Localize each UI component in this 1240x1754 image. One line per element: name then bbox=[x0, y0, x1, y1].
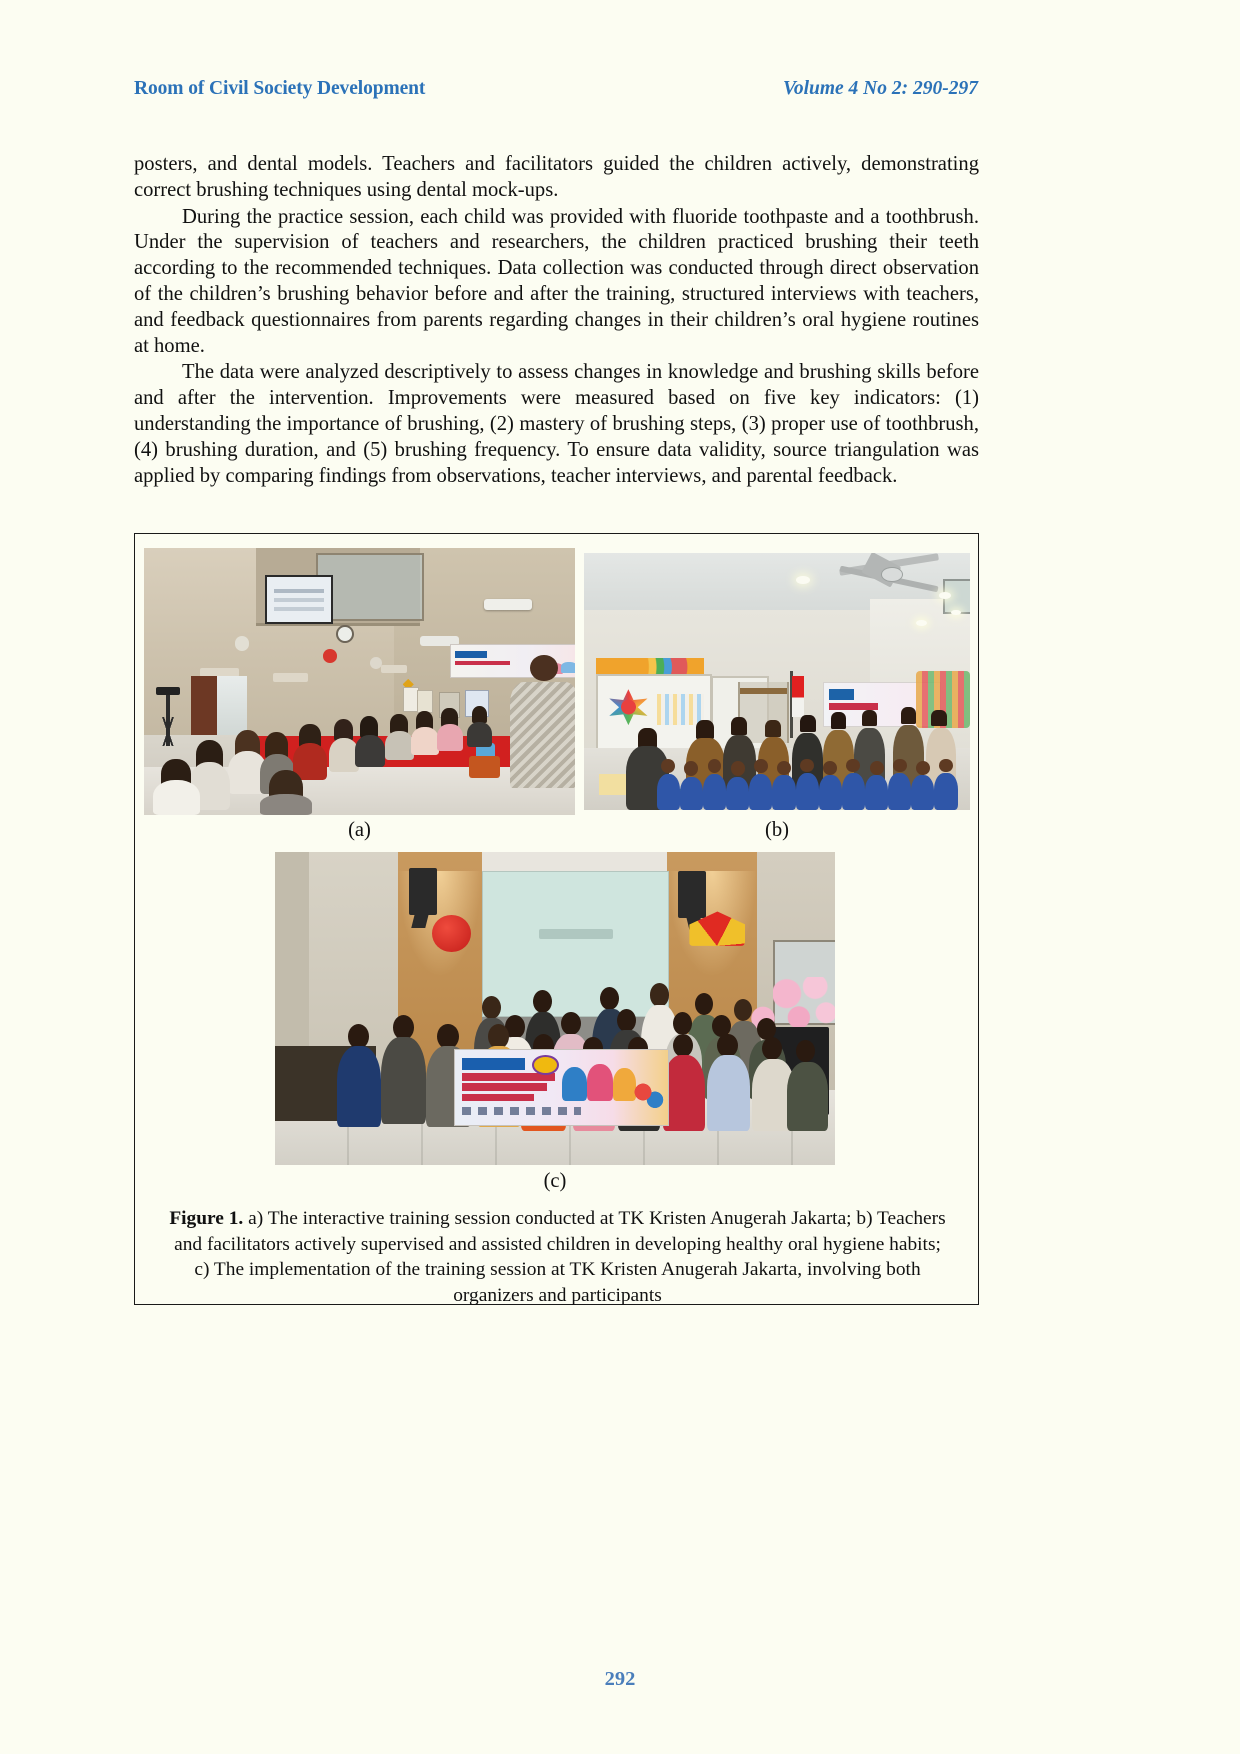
journal-title: Room of Civil Society Development bbox=[134, 78, 426, 99]
paragraph-1: posters, and dental models. Teachers and facilitators guided the children actively, demonstrating correct brushing techniques using dental mock-ups. bbox=[134, 153, 979, 201]
wall-clock-icon bbox=[336, 625, 354, 643]
red-lantern-icon bbox=[432, 915, 471, 953]
speaker-figure bbox=[510, 682, 575, 789]
running-head bbox=[134, 78, 978, 100]
figure-photo-a bbox=[144, 548, 575, 815]
figure-photo-c bbox=[275, 852, 835, 1165]
camera-tripod-icon bbox=[153, 687, 183, 746]
figure-sublabel-b: (b) bbox=[764, 819, 789, 841]
volume-issue-pages: Volume 4 No 2: 290-297 bbox=[783, 78, 978, 99]
paragraph-2: During the practice session, each child was provided with fluoride toothpaste and a toothbrush. Under the supervision of teachers and researchers, the children practiced brushing their teeth according to the recommended techniques. Data collection was conducted through direct observation of the children’s brushing behavior before and after the training, structured interviews with teachers, and feedback questionnaires from parents regarding changes in their children’s oral hygiene routines at home. bbox=[134, 205, 979, 357]
figure-caption-label: Figure 1. bbox=[169, 1208, 244, 1229]
paragraph-3: The data were analyzed descriptively to assess changes in knowledge and brushing skills before and after the intervention. Improvements were measured based on five key indicators: (1) understanding the importance of brushing, (2) mastery of brushing steps, (3) proper use of toothbrush, (4) brushing duration, and (5) brushing frequency. To ensure data validity, source triangulation was applied by comparing findings from observations, teacher interviews, and parental feedback. bbox=[134, 361, 979, 487]
ceiling-fan-icon bbox=[881, 567, 902, 582]
figure-1-box bbox=[134, 533, 979, 1305]
figure-sublabel-a: (a) bbox=[348, 819, 371, 841]
projector-screen-icon bbox=[265, 575, 334, 624]
loudspeaker-icon bbox=[409, 868, 437, 915]
program-banner bbox=[454, 1049, 669, 1126]
figure-caption-text: a) The interactive training session conducted at TK Kristen Anugerah Jakarta; b) Teachers and facilitators actively supervised and assisted children in developing healthy oral hygiene habits; c) The implementation of the training session at TK Kristen Anugerah Jakarta, involving both organizers and participants bbox=[174, 1208, 946, 1306]
page-number: 292 bbox=[604, 1668, 636, 1690]
figure-sublabel-c: (c) bbox=[543, 1170, 567, 1192]
body-text-column bbox=[134, 152, 979, 490]
photo-c-scene bbox=[275, 852, 835, 1165]
indonesian-flag-icon bbox=[792, 676, 804, 717]
photo-b-scene bbox=[584, 553, 970, 810]
loudspeaker-icon bbox=[678, 871, 706, 918]
figure-caption bbox=[165, 1206, 950, 1308]
photo-a-scene bbox=[144, 548, 575, 815]
projector-screen-icon bbox=[482, 871, 669, 1017]
figure-photo-b bbox=[584, 553, 970, 810]
